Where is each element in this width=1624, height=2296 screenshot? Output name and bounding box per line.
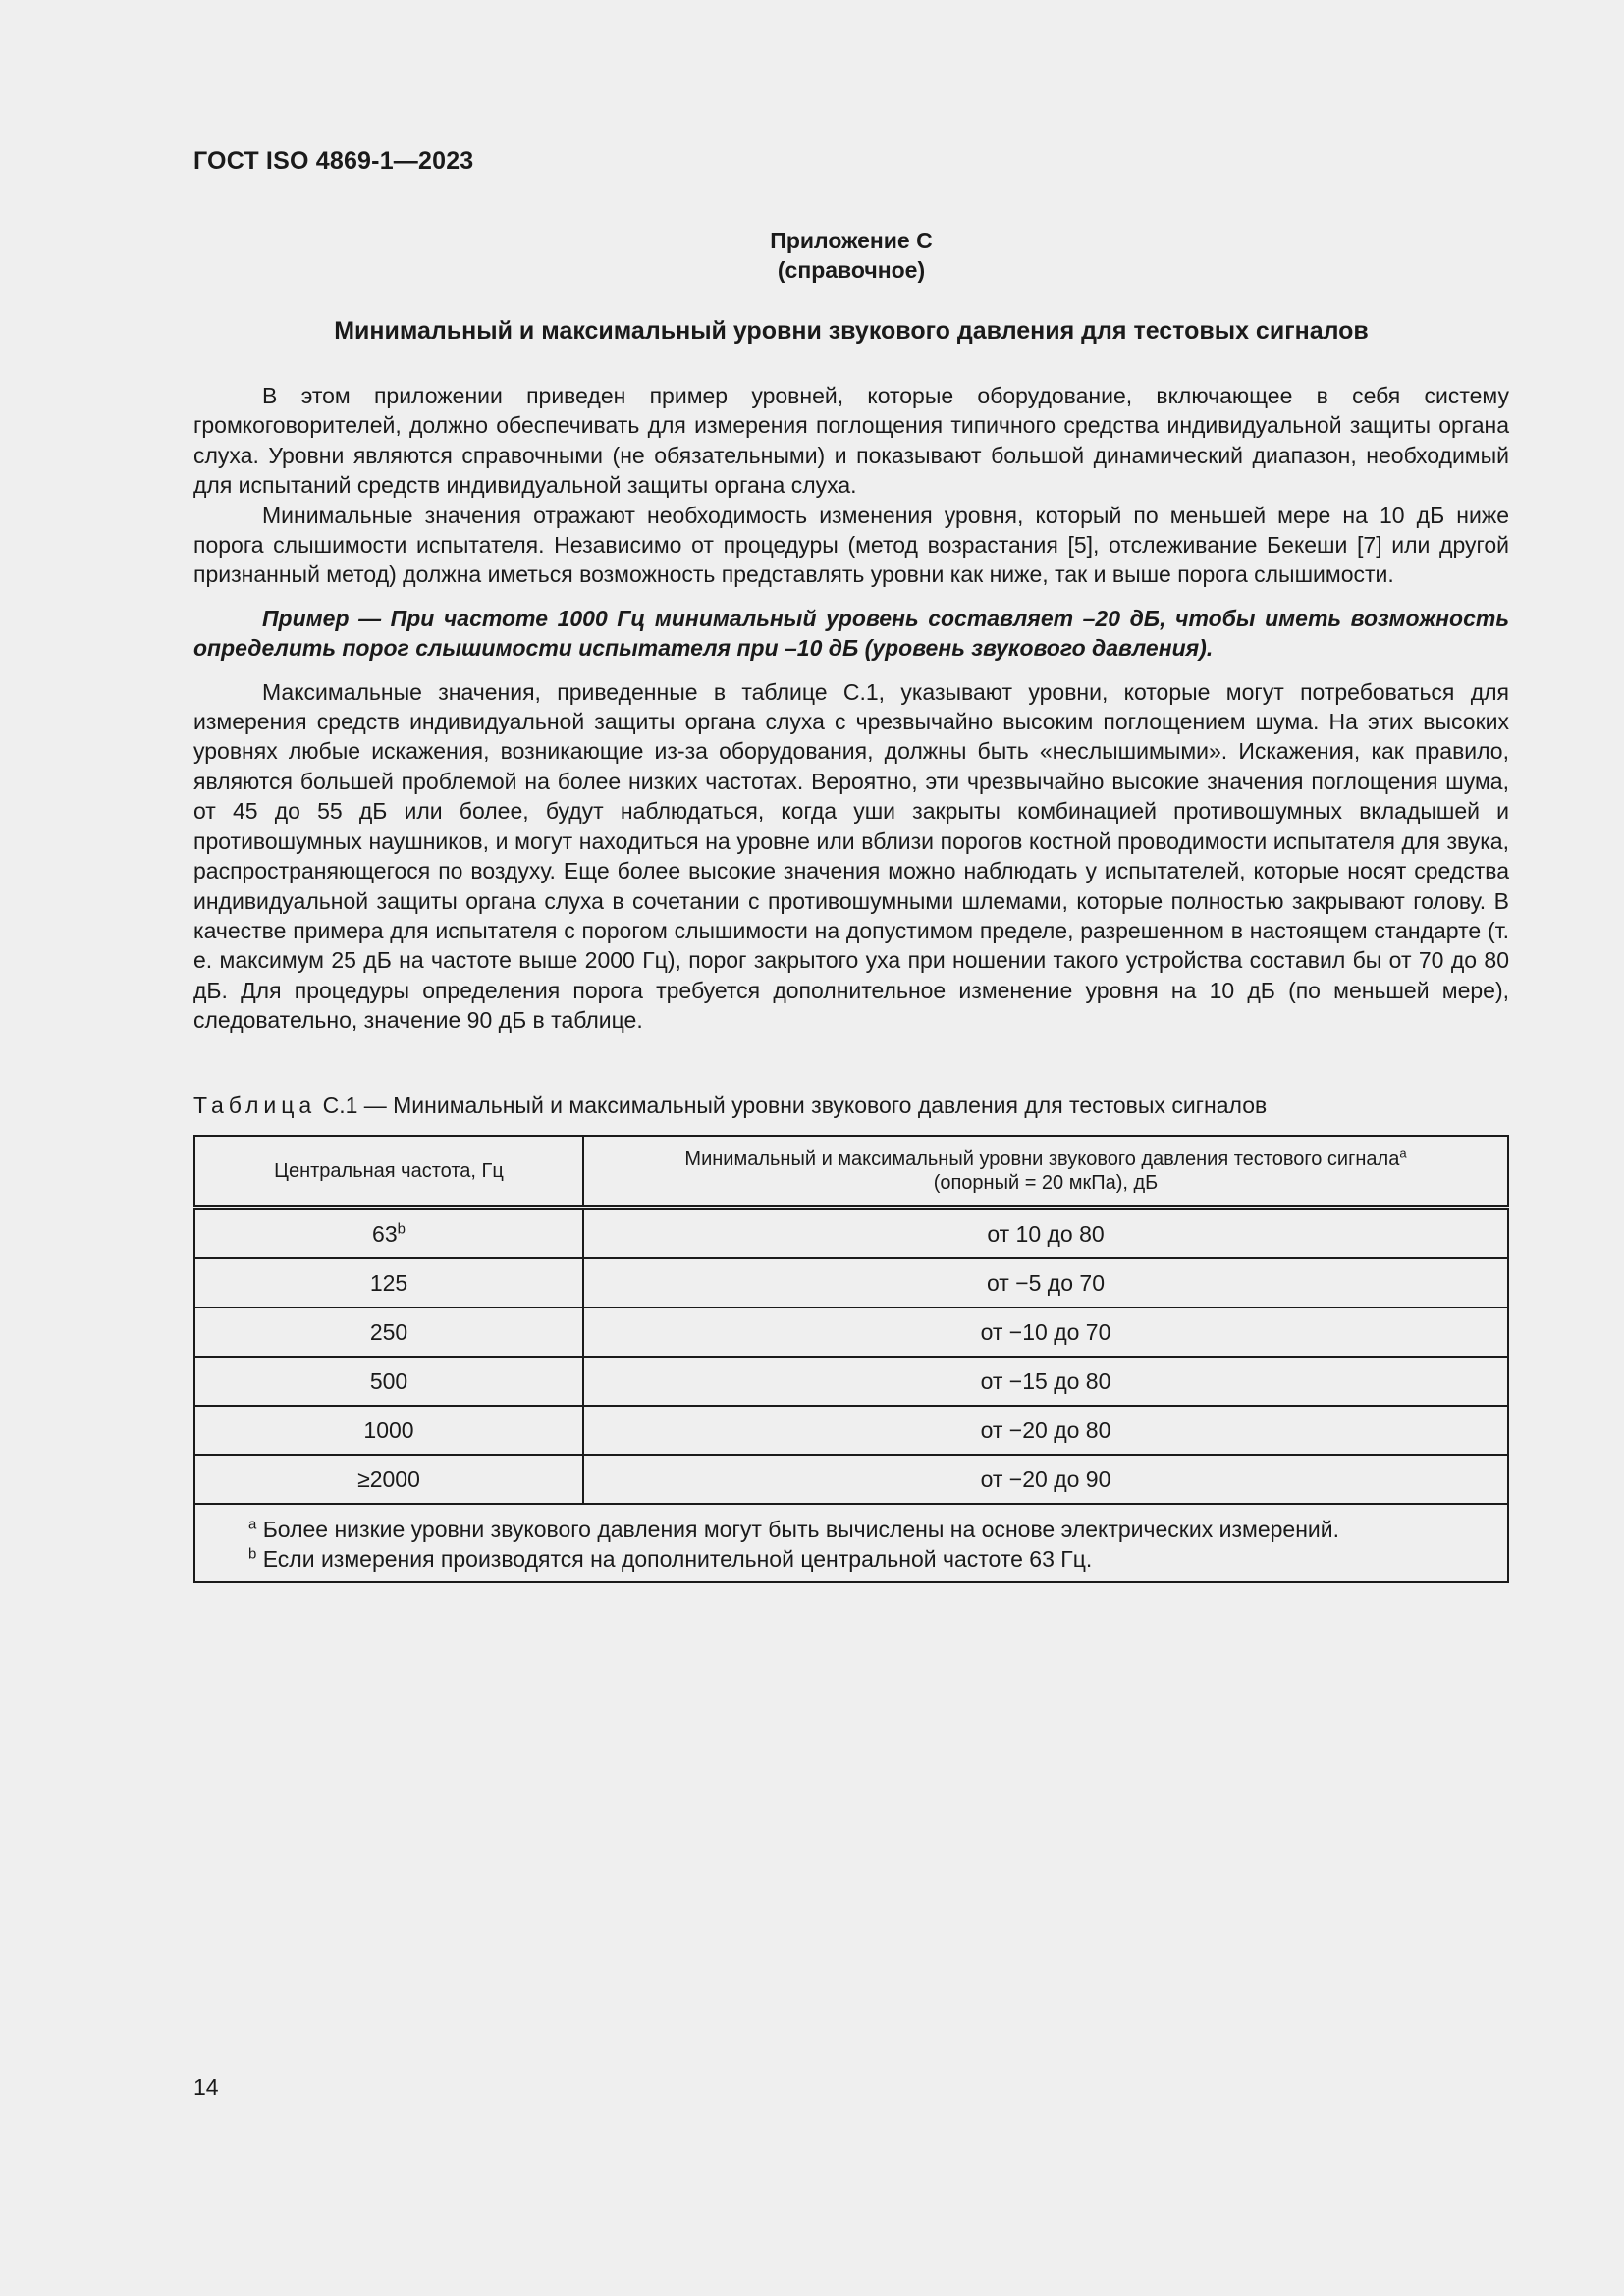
table-row <box>194 1406 1508 1455</box>
header-level-line1: Минимальный и максимальный уровни звукового давления тестового сигнала <box>684 1148 1400 1170</box>
frequency-cell: 250 <box>194 1308 583 1357</box>
annex-heading <box>193 226 1509 285</box>
table-row <box>194 1308 1508 1357</box>
table-row <box>194 1357 1508 1406</box>
table-header-row <box>194 1136 1508 1208</box>
header-level-line2: (опорный = 20 мкПа), дБ <box>933 1172 1159 1194</box>
table-notes <box>194 1504 1508 1582</box>
document-code: ГОСТ ISO 4869-1—2023 <box>193 147 474 175</box>
range-cell: от −10 до 70 <box>583 1308 1508 1357</box>
header-level <box>583 1136 1508 1208</box>
annex-title: Минимальный и максимальный уровни звукового давления для тестовых сигналов <box>334 317 1369 345</box>
paragraph-intro: В этом приложении приведен пример уровней, которые оборудование, включающее в себя систему громкоговорителей, должно обеспечивать для измерения поглощения типичного средства индивидуальной защиты органа слуха. Уровни являются справочными (не обязательными) и показывают большой динамический диапазон, необходимый для испытаний средств индивидуальной защиты органа слуха. <box>193 383 1509 499</box>
range-cell: от −20 до 80 <box>583 1406 1508 1455</box>
frequency-cell: ≥2000 <box>194 1455 583 1504</box>
range-cell: от 10 до 80 <box>583 1208 1508 1259</box>
frequency-cell: 500 <box>194 1357 583 1406</box>
header-frequency: Центральная частота, Гц <box>194 1136 583 1208</box>
footnote-marker-b: b <box>397 1219 406 1237</box>
range-cell: от −5 до 70 <box>583 1258 1508 1308</box>
note-text: Если измерения производятся на дополнительной центральной частоте 63 Гц. <box>262 1546 1093 1572</box>
annex-body <box>193 381 1509 1036</box>
table-row <box>194 1258 1508 1308</box>
paragraph-maximum-values: Максимальные значения, приведенные в таблице С.1, указывают уровни, которые могут потребоваться для измерения средств индивидуальной защиты органа слуха с чрезвычайно высоким поглощением шума. На этих высоких уровнях любые искажения, возникающие из-за оборудования, должны быть «неслышимыми». Искажения, как правило, являются большей проблемой на более низких частотах. Вероятно, эти чрезвычайно высокие значения поглощения шума, от 45 до 55 дБ или более, будут наблюдаться, когда уши закрыты комбинацией противошумных вкладышей и противошумных наушников, и могут находиться на уровне или вблизи порогов костной проводимости испытателя для звука, распространяющегося по воздуху. Еще более высокие значения можно наблюдать у испытателей, которые носят средства индивидуальной защиты органа слуха в сочетании с противошумными шлемами, которые полностью закрывают голову. В качестве примера для испытателя с порогом слышимости на допустимом пределе, разрешенном в настоящем стандарте (т. е. максимум 25 дБ на частоте выше 2000 Гц), порог закрытого уха при ношении такого устройства составил бы от 70 до 80 дБ. Для процедуры определения порога требуется дополнительное изменение уровня на 10 дБ (по меньшей мере), следовательно, значение 90 дБ в таблице. <box>193 678 1509 1034</box>
example-note: Пример — При частоте 1000 Гц минимальный уровень составляет –20 дБ, чтобы иметь возможность определить порог слышимости испытателя при –10 дБ (уровень звукового давления). <box>193 605 1509 662</box>
table-caption-text: С.1 — Минимальный и максимальный уровни звукового давления для тестовых сигналов <box>322 1093 1268 1118</box>
note-marker: a <box>248 1516 257 1533</box>
frequency-cell: 1000 <box>194 1406 583 1455</box>
paragraph-minimum-values: Минимальные значения отражают необходимость изменения уровня, который по меньшей мере на 10 дБ ниже порога слышимости испытателя. Независимо от процедуры (метод возрастания [5], отслеживание Бекеши [7] или другой признанный метод) должна иметься возможность представлять уровни как ниже, так и выше порога слышимости. <box>193 502 1509 588</box>
range-cell: от −15 до 80 <box>583 1357 1508 1406</box>
annex-label: Приложение С <box>770 228 933 253</box>
table-note-b <box>248 1544 1507 1574</box>
note-text: Более низкие уровни звукового давления могут быть вычислены на основе электрических измерений. <box>262 1517 1339 1542</box>
table-notes-row <box>194 1504 1508 1582</box>
footnote-marker-a: a <box>1399 1146 1407 1161</box>
page-number: 14 <box>193 2074 219 2100</box>
table-row <box>194 1208 1508 1259</box>
frequency-value: 63 <box>372 1220 398 1247</box>
sound-level-table <box>193 1135 1509 1583</box>
range-cell: от −20 до 90 <box>583 1455 1508 1504</box>
annex-status: (справочное) <box>777 257 926 283</box>
table-caption <box>193 1093 1267 1119</box>
note-marker: b <box>248 1545 257 1563</box>
frequency-cell <box>194 1208 583 1259</box>
frequency-cell: 125 <box>194 1258 583 1308</box>
table-note-a <box>248 1515 1507 1544</box>
table-row <box>194 1455 1508 1504</box>
table-caption-word: Таблица <box>193 1093 317 1118</box>
